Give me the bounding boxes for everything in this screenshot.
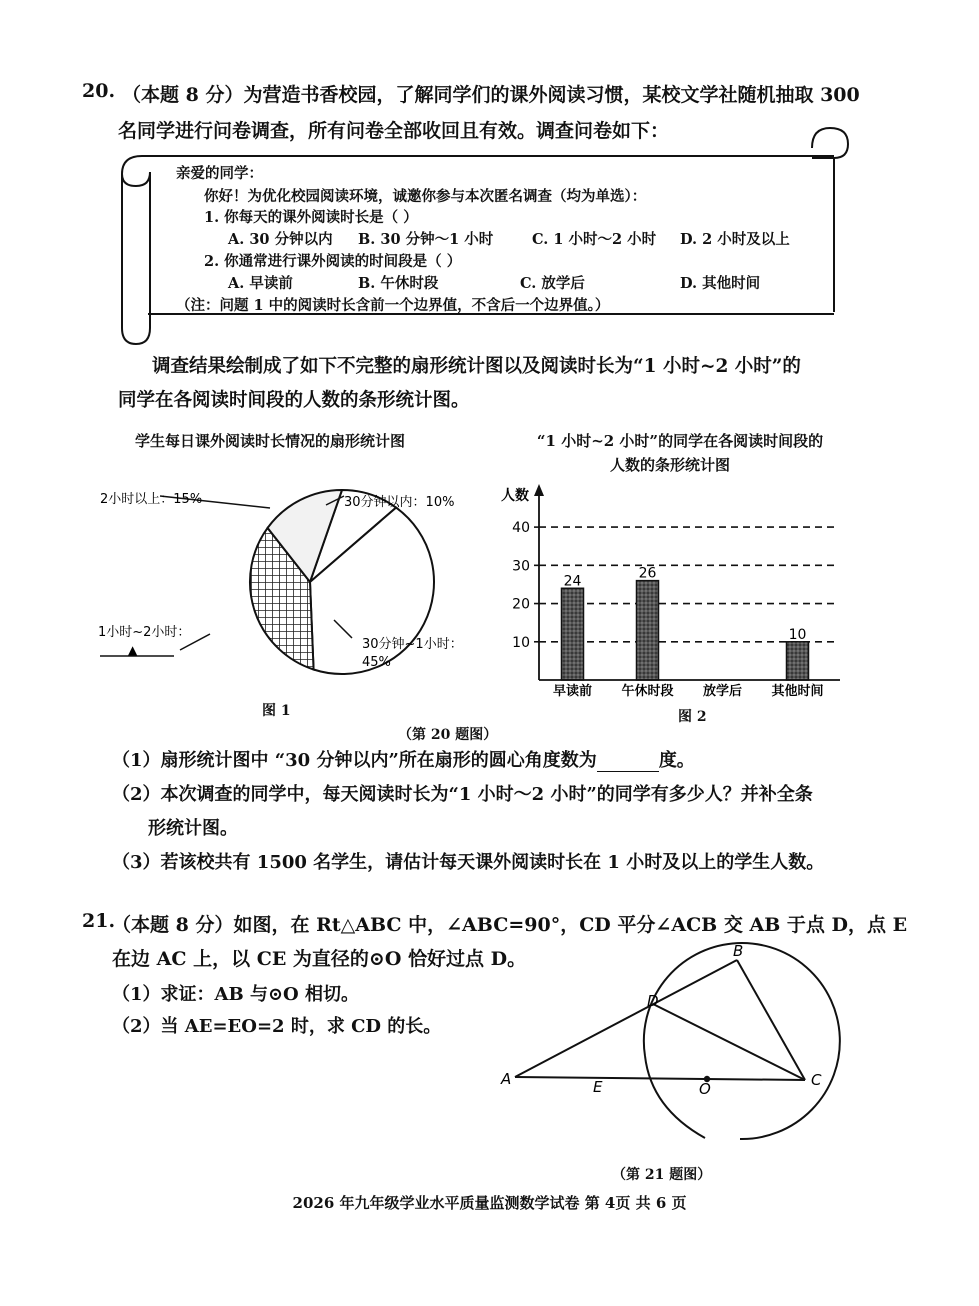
pie-label-under-30min: 30分钟以内：10% <box>344 495 455 510</box>
point-label-d: D <box>647 992 659 1010</box>
bar-value-label-1: 26 <box>638 565 657 582</box>
survey-note: （注：问题 1 中的阅读时长含前一个边界值，不含后一个边界值。） <box>176 297 610 314</box>
pie-label-1h-2h: 1小时~2小时： <box>98 625 191 640</box>
pie-label-1h-2h-unknown: ▲ <box>128 643 138 657</box>
survey-q1: 1. 你每天的课外阅读时长是（ ） <box>204 209 418 226</box>
pie-label-over-2h: 2小时以上：15% <box>100 492 203 507</box>
q21-sub1: （1）求证：AB 与⊙O 相切。 <box>112 984 359 1005</box>
circle-o-lower-arc <box>645 1056 705 1138</box>
bar-ytick-label: 40 <box>512 520 530 537</box>
circle-o <box>644 943 840 1139</box>
bar-category-label-3: 其他时间 <box>771 684 824 699</box>
pie-label-30min-1h: 30分钟~1小时： <box>362 637 463 652</box>
survey-q2-option-b: B. 午休时段 <box>358 275 439 292</box>
bar-0 <box>562 588 584 680</box>
segment-cd <box>653 1004 805 1080</box>
q20-header: （本题 8 分）为营造书香校园，了解同学们的课外阅读习惯，某校文学社随机抽取 300 <box>122 84 860 106</box>
bar-ytick-label: 30 <box>512 558 530 575</box>
q20-sub1-text: （1）扇形统计图中 “30 分钟以内”所在扇形的圆心角度数为 <box>112 750 597 771</box>
bar-1 <box>637 581 659 680</box>
bar-category-label-0: 早读前 <box>552 684 593 699</box>
q21-sub2: （2）当 AE=EO=2 时，求 CD 的长。 <box>112 1016 442 1037</box>
answer-blank[interactable] <box>597 753 659 772</box>
bar-chart-title: “1 小时~2 小时”的同学在各阅读时间段的 <box>536 432 824 450</box>
q21-figure-caption: （第 21 题图） <box>612 1167 712 1183</box>
survey-q2-option-a: A. 早读前 <box>228 275 293 292</box>
point-label-c: C <box>811 1071 822 1089</box>
bar-3 <box>787 642 809 680</box>
bar-chart-caption: 图 2 <box>678 709 707 725</box>
q20-sub3: （3）若该校共有 1500 名学生，请估计每天课外阅读时长在 1 小时及以上的学生人数。 <box>112 852 825 873</box>
bar-ylabel: 人数 <box>501 488 529 504</box>
bar-chart-title-line2: 人数的条形统计图 <box>609 456 730 474</box>
survey-q2: 2. 你通常进行课外阅读的时间段是（ ） <box>204 253 462 270</box>
segment-ab <box>515 960 737 1077</box>
bar-value-label-0: 24 <box>563 573 582 590</box>
bar-category-label-2: 放学后 <box>702 684 743 699</box>
q21-number: 21. <box>82 910 116 932</box>
q20-figure-caption: （第 20 题图） <box>398 727 498 743</box>
survey-q1-option-d: D. 2 小时及以上 <box>680 231 790 248</box>
page-footer: 2026 年九年级学业水平质量监测数学试卷 第 4页 共 6 页 <box>292 1194 687 1212</box>
pie-label-30min-1h-pct: 45% <box>362 655 391 670</box>
geometry-figure <box>495 940 845 1170</box>
survey-intro: 你好！为优化校园阅读环境，诚邀你参与本次匿名调查（均为单选）： <box>204 188 647 205</box>
bar-ytick-label: 10 <box>512 634 530 651</box>
q20-result-text: 调查结果绘制成了如下不完整的扇形统计图以及阅读时长为“1 小时~2 小时”的 <box>152 356 801 377</box>
bar-value-label-3: 10 <box>788 626 807 643</box>
pie-chart-title: 学生每日课外阅读时长情况的扇形统计图 <box>134 432 405 450</box>
point-label-e: E <box>593 1078 603 1096</box>
q20-result-text-line2: 同学在各阅读时间段的人数的条形统计图。 <box>118 390 470 411</box>
point-label-o: O <box>699 1080 711 1098</box>
survey-q1-option-a: A. 30 分钟以内 <box>228 231 333 248</box>
survey-q2-option-c: C. 放学后 <box>520 275 585 292</box>
bar-chart <box>495 480 855 700</box>
survey-greeting: 亲爱的同学： <box>176 165 263 182</box>
point-label-b: B <box>733 942 744 960</box>
q20-header-line2: 名同学进行问卷调查，所有问卷全部收回且有效。调查问卷如下： <box>118 120 670 142</box>
point-label-a: A <box>501 1070 512 1088</box>
segment-ac <box>515 1077 805 1080</box>
survey-q1-option-c: C. 1 小时～2 小时 <box>532 231 657 248</box>
q21-line2: 在边 AC 上，以 CE 为直径的⊙O 恰好过点 D。 <box>112 948 527 970</box>
survey-q1-option-b: B. 30 分钟～1 小时 <box>358 231 494 248</box>
bar-category-label-1: 午休时段 <box>621 684 674 699</box>
q21-line1: （本题 8 分）如图，在 Rt△ABC 中，∠ABC=90°，CD 平分∠ACB 交 AB 于点 D，点 E <box>112 914 908 936</box>
q20-sub1 <box>112 746 695 772</box>
bar-ytick-label: 20 <box>512 596 530 613</box>
q20-sub1-unit: 度。 <box>658 750 695 771</box>
pie-chart-caption: 图 1 <box>262 703 291 719</box>
q20-sub2: （2）本次调查的同学中，每天阅读时长为“1 小时～2 小时”的同学有多少人？并补全条 <box>112 784 813 805</box>
pie-chart <box>90 470 490 720</box>
q20-sub2-line2: 形统计图。 <box>148 818 238 839</box>
q20-number: 20. <box>82 80 116 102</box>
survey-q2-option-d: D. 其他时间 <box>680 275 761 292</box>
